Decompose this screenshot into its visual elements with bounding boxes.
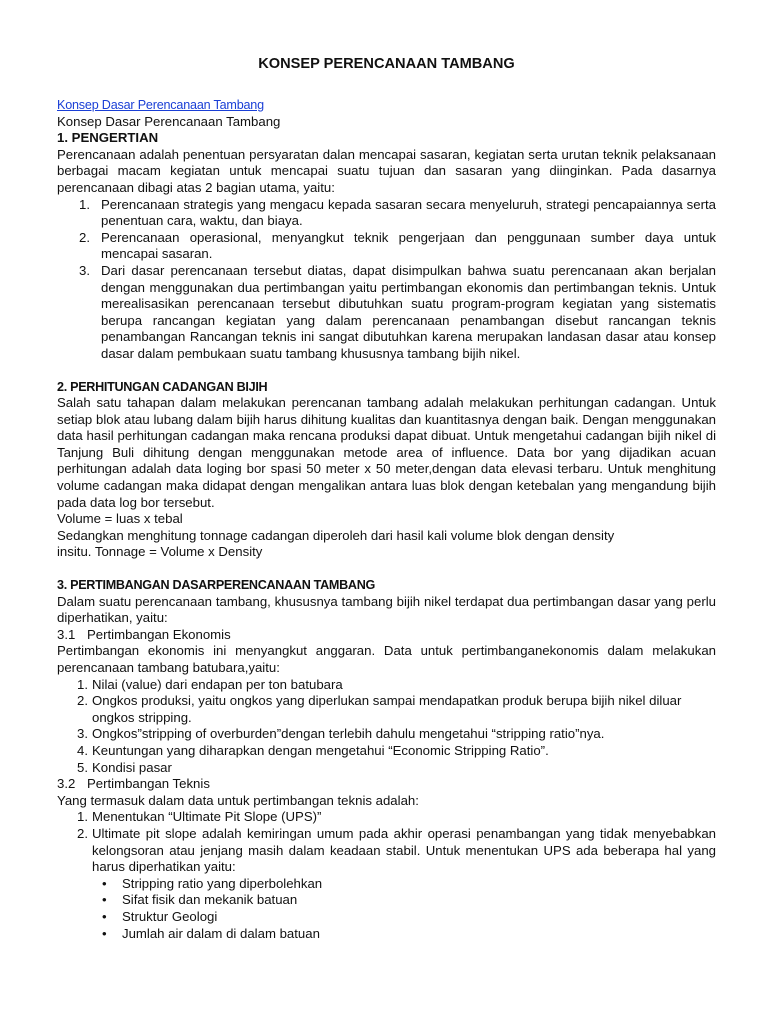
list-number: 1.	[79, 196, 90, 212]
bullet-item	[57, 876, 716, 893]
list-number: 4.	[77, 742, 88, 758]
konsep-dasar-link[interactable]: Konsep Dasar Perencanaan Tambang	[57, 98, 264, 112]
list-number: 1.	[77, 809, 88, 825]
list-number: 2.	[79, 229, 90, 245]
list-number: 2.	[77, 825, 88, 841]
subsection-3-2-intro: Yang termasuk dalam data untuk pertimbangan teknis adalah:	[57, 792, 419, 808]
section-3-intro: Dalam suatu perencanaan tambang, khususnya tambang bijih nikel terdapat dua pertimbangan dasar yang perlu diperhatikan, yaitu:	[57, 593, 716, 626]
tonnage-text-line-1: Sedangkan menghitung tonnage cadangan diperoleh dari hasil kali volume blok dengan density	[57, 527, 615, 543]
list-number: 3.	[77, 726, 88, 742]
list-text: Menentukan “Ultimate Pit Slope (UPS)”	[92, 809, 322, 825]
list-item	[57, 743, 716, 760]
bullet-item	[57, 909, 716, 926]
section-2-heading: 2. PERHITUNGAN CADANGAN BIJIH	[57, 379, 268, 394]
bullet-text: Struktur Geologi	[122, 908, 218, 924]
list-item	[57, 263, 716, 363]
bullet-text: Sifat fisik dan mekanik batuan	[122, 892, 298, 908]
list-item	[57, 677, 716, 694]
subsection-3-1-heading	[57, 627, 716, 644]
list-item	[57, 230, 716, 263]
subsection-3-2-heading	[57, 776, 716, 793]
list-item	[57, 760, 716, 777]
list-number: 3.	[79, 262, 90, 278]
section-1-heading: 1. PENGERTIAN	[57, 130, 159, 146]
subsection-3-1-intro: Pertimbangan ekonomis ini menyangkut anggaran. Data untuk pertimbanganekonomis dalam melakukan perencanaan tambang batubara,yaitu:	[57, 643, 716, 675]
bullet-icon: •	[102, 908, 107, 924]
ups-bullet-list	[57, 876, 716, 942]
list-text: Ultimate pit slope adalah kemiringan umum pada akhir operasi penambangan yang tidak menyebabkan kelongsoran atau jenjang masih dalam keadaan stabil. Untuk menentukan UPS ada beberapa hal yang harus diperhatikan yaitu:	[92, 825, 716, 875]
bullet-icon: •	[102, 875, 107, 891]
page-title: KONSEP PERENCANAAN TAMBANG	[258, 56, 515, 72]
tonnage-text-line-2: insitu. Tonnage = Volume x Density	[57, 544, 263, 560]
bullet-item	[57, 926, 716, 943]
subsection-label: Pertimbangan Teknis	[87, 776, 210, 792]
list-number: 5.	[77, 759, 88, 775]
list-item	[57, 826, 716, 876]
technical-list	[57, 809, 716, 875]
subsection-number: 3.1	[57, 626, 76, 642]
bullet-icon: •	[102, 892, 107, 908]
list-text: Ongkos”stripping of overburden”dengan terlebih dahulu mengetahui “stripping ratio”nya.	[92, 726, 605, 742]
subsection-number: 3.2	[57, 776, 76, 792]
bullet-text: Stripping ratio yang diperbolehkan	[122, 875, 323, 891]
list-text: Dari dasar perencanaan tersebut diatas, dapat disimpulkan bahwa suatu perencanaan akan berjalan dengan menggunakan dua pertimbangan yaitu pertimbangan ekonomis dan pertimbangan teknis. Untuk merealisasikan perencanaan tersebut dibutuhkan suatu program-program kegiatan yang sistematis berupa rancangan kegiatan yang dalam perencanaan penambangan disebut rancangan teknis penambangan Rancangan teknis ini sangat dibutuhkan karena merupakan landasan dasar atau konsep dasar dalam pembukaan suatu tambang khususnya tambang bijih nikel.	[101, 262, 716, 361]
subtitle: Konsep Dasar Perencanaan Tambang	[57, 113, 281, 129]
section-3-heading: 3. PERTIMBANGAN DASARPERENCANAAN TAMBANG	[57, 578, 376, 593]
economic-list	[57, 677, 716, 777]
list-item	[57, 693, 716, 726]
list-item	[57, 809, 716, 826]
list-item	[57, 197, 716, 230]
list-number: 1.	[77, 676, 88, 692]
list-text: Perencanaan strategis yang mengacu kepada sasaran secara menyeluruh, strategi pencapaiannya serta penentuan cara, waktu, dan biaya.	[101, 196, 716, 229]
section-1-list	[57, 197, 716, 363]
list-text: Ongkos produksi, yaitu ongkos yang diperlukan sampai mendapatkan produk berupa bijih nikel diluar ongkos stripping.	[92, 693, 682, 725]
bullet-item	[57, 892, 716, 909]
section-1-intro: Perencanaan adalah penentuan persyaratan dalan mencapai sasaran, kegiatan serta urutan teknik pelaksanaan berbagai macam kegiatan untuk mencapai suatu tujuan dan sasaran yang diinginkan. Pada dasarnya perencanaan dibagi atas 2 bagian utama, yaitu:	[57, 146, 716, 195]
volume-formula: Volume = luas x tebal	[57, 511, 183, 527]
bullet-text: Jumlah air dalam di dalam batuan	[122, 925, 320, 941]
list-text: Kondisi pasar	[92, 759, 172, 775]
section-2-paragraph: Salah satu tahapan dalam melakukan perencanan tambang adalah melakukan perhitungan cadangan. Untuk setiap blok atau lubang dalam bijih harus dihitung kualitas dan kuantitasnya dengan baik. Dengan menggunakan data hasil perhitungan cadangan maka rencana produksi dapat dibuat. Untuk mengetahui cadangan bijih nikel di Tanjung Buli dihitung dengan menggunakan metode area of influence. Data bor yang dijadikan acuan perhitungan adalah data loging bor spasi 50 meter x 50 meter,dengan data elevasi terbaru. Untuk menghitung volume cadangan maka didapat dengan mengalikan antara luas blok dengan ketebalan yang mengandung bijih pada data log bor tersebut.	[57, 395, 716, 510]
subsection-label: Pertimbangan Ekonomis	[87, 626, 231, 642]
list-number: 2.	[77, 693, 88, 709]
list-text: Nilai (value) dari endapan per ton batubara	[92, 676, 343, 692]
list-text: Perencanaan operasional, menyangkut teknik pengerjaan dan penggunaan sumber daya untuk mencapai sasaran.	[101, 229, 716, 262]
list-text: Keuntungan yang diharapkan dengan mengetahui “Economic Stripping Ratio”.	[92, 742, 549, 758]
list-item	[57, 726, 716, 743]
bullet-icon: •	[102, 925, 107, 941]
